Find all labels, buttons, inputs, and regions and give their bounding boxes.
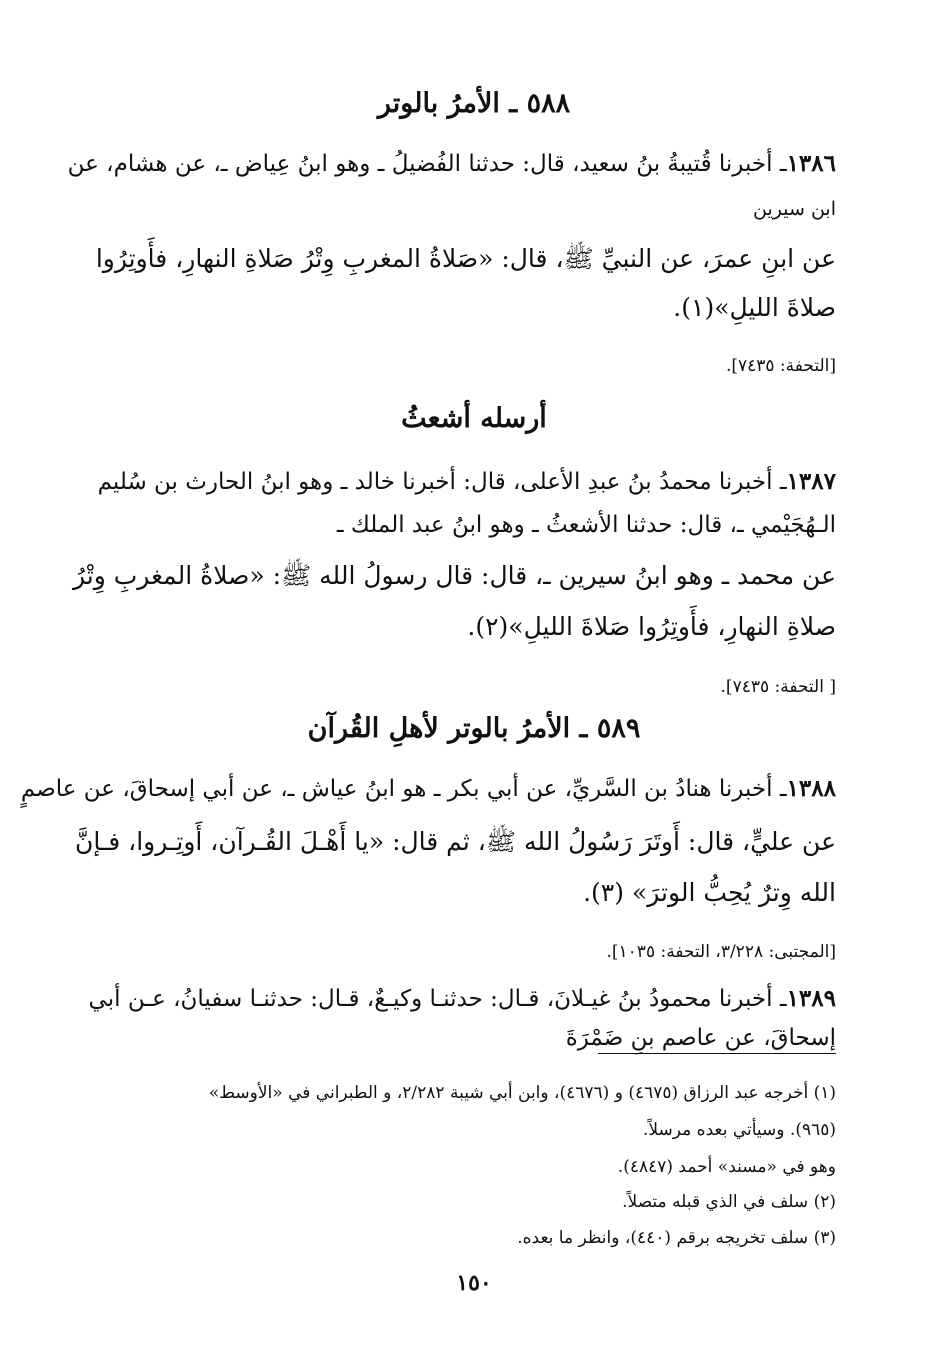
hadith-1388-line-3: الله وِترٌ يُحِبُّ الوترَ» (٣). bbox=[583, 878, 836, 907]
hadith-number: ١٣٨٨ bbox=[786, 775, 836, 802]
hadith-1389-line-2: إسحاقَ، عن عاصم بنِ ضَمْرَةَ bbox=[565, 1025, 836, 1051]
hadith-1388-line-2: عن عليٍّ، قال: أَوتَرَ رَسُولُ الله ﷺ، ثم قال: «يا أَهْـلَ القُـرآن، أَوتِـروا، فـإنَّ bbox=[74, 827, 836, 856]
hadith-1388-line-1 bbox=[20, 775, 836, 802]
hadith-1387-line-4: صلاةِ النهارِ، فأَوتِرُوا صَلاةَ الليلِ»(٢). bbox=[467, 612, 836, 641]
hadith-number: ١٣٨٦ bbox=[786, 150, 836, 177]
chapter-heading-588: ٥٨٨ ـ الأمرُ بالوتر bbox=[377, 88, 571, 119]
hadith-1386-line-1 bbox=[67, 150, 836, 177]
hadith-text: ـ أخبرنا قُتيبةُ بنُ سعيد، قال: حدثنا الفُضيلُ ـ وهو ابنُ عِياض ـ، عن هشام، عن bbox=[67, 151, 787, 177]
hadith-1389-line-1 bbox=[88, 985, 836, 1012]
mujtaba-reference: [المجتبى: ٣/٢٢٨، التحفة: ١٠٣٥]. bbox=[606, 942, 836, 962]
hadith-1387-line-1 bbox=[97, 468, 836, 495]
hadith-1386-line-2: ابن سيرين bbox=[753, 198, 836, 220]
footnote-separator bbox=[598, 1053, 836, 1054]
page-number: ١٥٠ bbox=[456, 1270, 492, 1296]
hadith-1387-line-2: الـهُجَيْمي ـ، قال: حدثنا الأشعثُ ـ وهو ابنُ عبد الملك ـ bbox=[336, 512, 836, 538]
footnote-2: (٢) سلف في الذي قبله متصلاً. bbox=[622, 1192, 836, 1212]
tuhfa-reference: [ التحفة: ٧٤٣٥]. bbox=[720, 677, 836, 697]
hadith-text: ـ أخبرنا محمودُ بنُ غيـلانَ، قـال: حدثنـا وكيـعٌ، قـال: حدثنـا سفيانُ، عـن أبي bbox=[88, 986, 787, 1012]
subheading-arsalahu: أرسله أشعثُ bbox=[401, 403, 547, 434]
footnote-1-line-3: وهو في «مسند» أحمد (٤٨٤٧). bbox=[617, 1157, 836, 1177]
tuhfa-reference: [التحفة: ٧٤٣٥]. bbox=[725, 356, 836, 376]
hadith-text: ـ أخبرنا هنادُ بن السَّريِّ، عن أبي بكر ـ هو ابنُ عياش ـ، عن أبي إسحاقَ، عن عاصمٍ bbox=[20, 776, 787, 802]
hadith-number: ١٣٨٩ bbox=[786, 985, 836, 1012]
hadith-number: ١٣٨٧ bbox=[786, 468, 836, 495]
hadith-1386-line-3: عن ابنِ عمرَ، عن النبيِّ ﷺ، قال: «صَلاةُ المغربِ وِتْرُ صَلاةِ النهارِ، فأَوتِرُوا bbox=[95, 244, 836, 273]
hadith-text: ـ أخبرنا محمدُ بنُ عبدِ الأعلى، قال: أخبرنا خالد ـ وهو ابنُ الحارث بن سُليم bbox=[97, 469, 787, 495]
hadith-1387-line-3: عن محمد ـ وهو ابنُ سيرين ـ، قال: قال رسولُ الله ﷺ: «صلاةُ المغربِ وِتْرُ bbox=[72, 561, 836, 590]
chapter-heading-589: ٥٨٩ ـ الأمرُ بالوتر لأهلِ القُرآن bbox=[307, 713, 641, 744]
footnote-1-line-2: (٩٦٥). وسيأتي بعده مرسلاً. bbox=[643, 1120, 836, 1140]
hadith-1386-line-4: صلاةَ الليلِ»(١). bbox=[673, 293, 836, 322]
footnote-1-line-1: (١) أخرجه عبد الرزاق (٤٦٧٥) و (٤٦٧٦)، وابن أبي شيبة ٢/٢٨٢، و الطبراني في «الأوسط» bbox=[208, 1083, 836, 1103]
footnote-3: (٣) سلف تخريجه برقم (٤٤٠)، وانظر ما بعده. bbox=[517, 1228, 836, 1248]
